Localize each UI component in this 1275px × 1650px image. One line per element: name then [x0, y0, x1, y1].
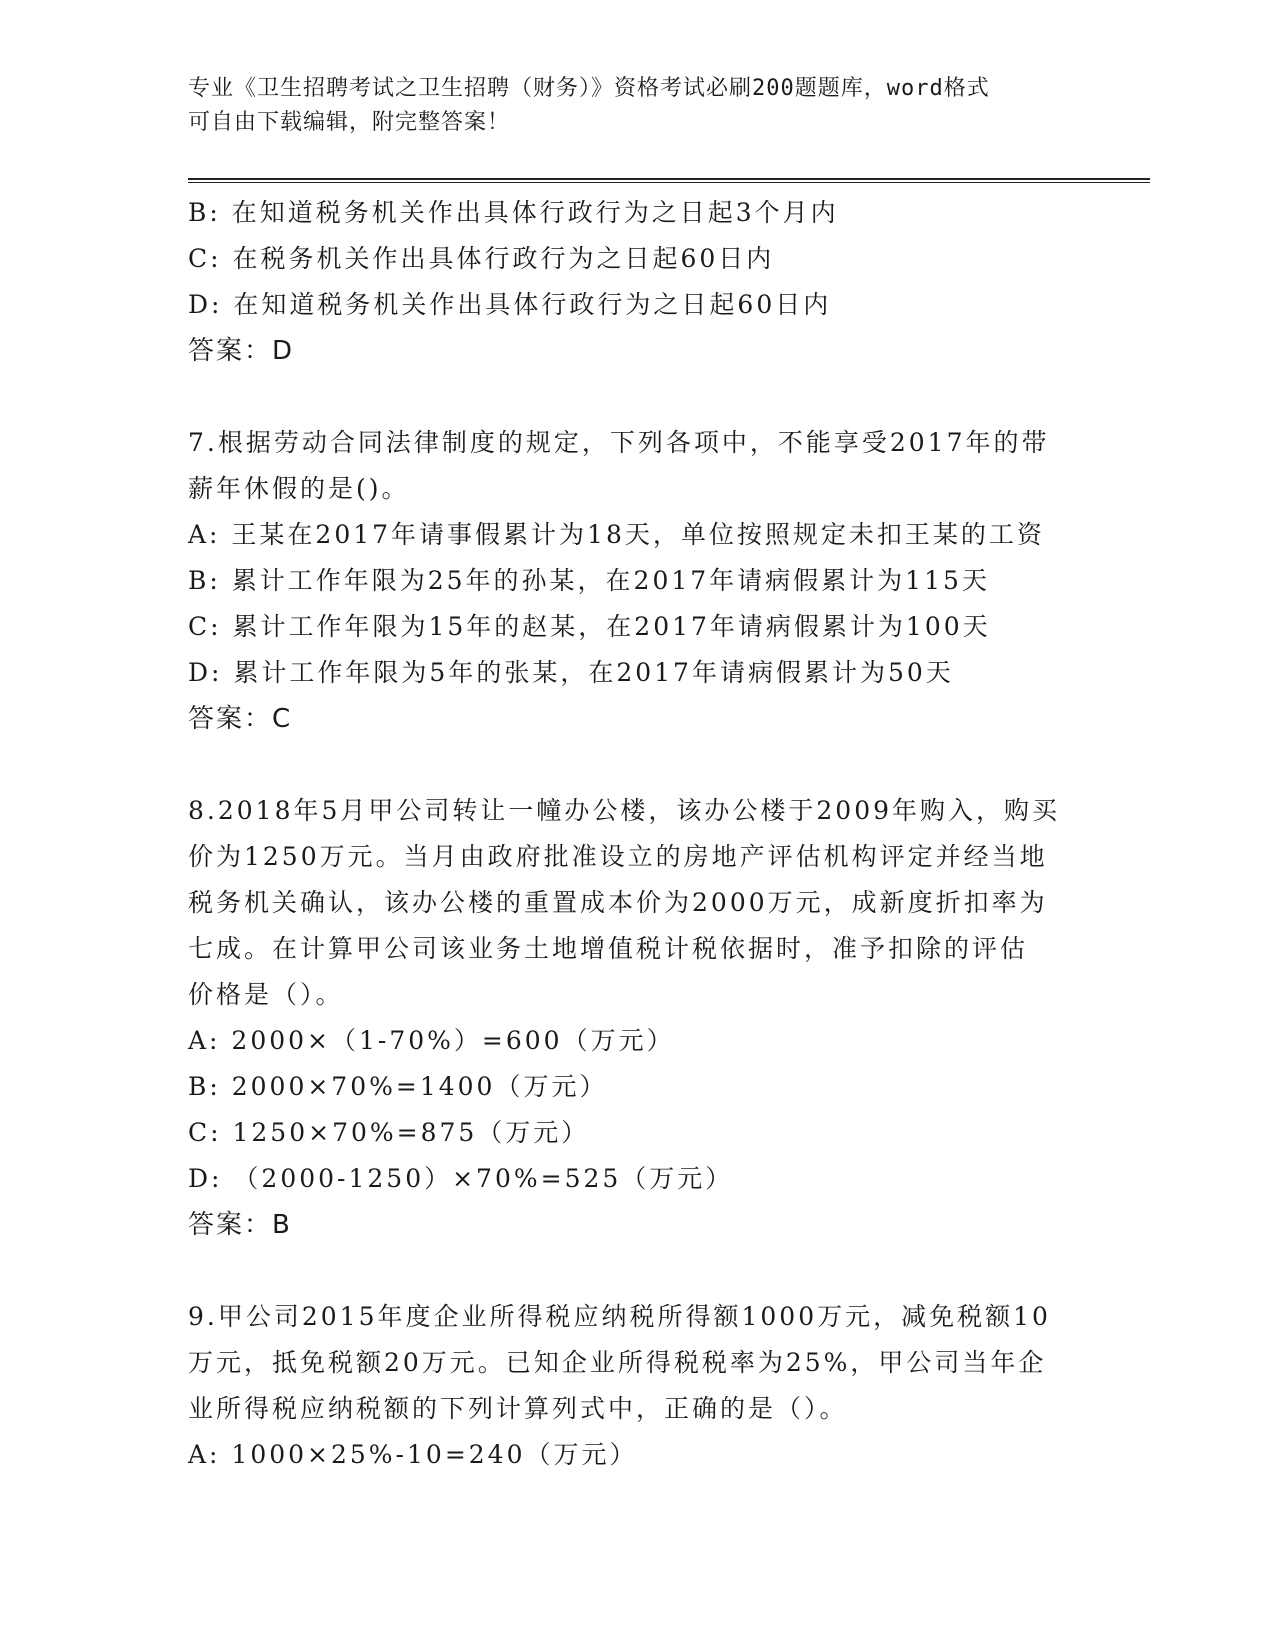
q8-option-c: C: 1250×70%=875（万元）: [188, 1118, 590, 1147]
document-header: [188, 72, 1068, 140]
q6-option-c: C: 在税务机关作出具体行政行为之日起60日内: [188, 244, 775, 273]
q8-stem-line-2: 价为1250万元。当月由政府批准设立的房地产评估机构评定并经当地: [188, 842, 1048, 871]
q6-option-b: B: 在知道税务机关作出具体行政行为之日起3个月内: [188, 198, 839, 227]
q7-option-b: B: 累计工作年限为25年的孙某，在2017年请病假累计为115天: [188, 566, 990, 595]
q9-stem-line-1: 9.甲公司2015年度企业所得税应纳税所得额1000万元，减免税额10: [188, 1302, 1051, 1331]
question-7: [188, 420, 1088, 742]
q8-stem-line-3: 税务机关确认，该办公楼的重置成本价为2000万元，成新度折扣率为: [188, 888, 1048, 917]
question-8: [188, 788, 1088, 1248]
q8-option-d: D: （2000-1250）×70%=525（万元）: [188, 1164, 734, 1193]
q8-answer: 答案：B: [188, 1210, 292, 1240]
spacer: [188, 742, 1088, 788]
q8-option-a: A: 2000×（1-70%）=600（万元）: [188, 1026, 675, 1055]
q7-option-a: A: 王某在2017年请事假累计为18天，单位按照规定未扣王某的工资: [188, 520, 1045, 549]
header-title-line-1: 专业《卫生招聘考试之卫生招聘（财务）》资格考试必刷200题题库，word格式: [188, 76, 990, 101]
q9-option-a: A: 1000×25%-10=240（万元）: [188, 1440, 638, 1469]
spacer: [188, 1248, 1088, 1294]
q6-option-d: D: 在知道税务机关作出具体行政行为之日起60日内: [188, 290, 832, 319]
header-divider-thin: [188, 182, 1150, 183]
q7-option-c: C: 累计工作年限为15年的赵某，在2017年请病假累计为100天: [188, 612, 991, 641]
q7-stem-line-1: 7.根据劳动合同法律制度的规定，下列各项中，不能享受2017年的带: [188, 428, 1050, 457]
q8-stem-line-1: 8.2018年5月甲公司转让一幢办公楼，该办公楼于2009年购入，购买: [188, 796, 1061, 825]
header-divider-thick: [188, 178, 1150, 180]
question-content: [188, 190, 1088, 1478]
question-9: [188, 1294, 1088, 1478]
q7-option-d: D: 累计工作年限为5年的张某，在2017年请病假累计为50天: [188, 658, 954, 687]
q6-answer: 答案：D: [188, 336, 295, 366]
q8-stem-line-4: 七成。在计算甲公司该业务土地增值税计税依据时，准予扣除的评估: [188, 934, 1029, 963]
q9-stem-line-2: 万元，抵免税额20万元。已知企业所得税税率为25%，甲公司当年企: [188, 1348, 1047, 1377]
q8-stem-line-5: 价格是（）。: [188, 980, 344, 1009]
q7-answer: 答案：C: [188, 704, 293, 734]
header-title-line-2: 可自由下载编辑，附完整答案！: [188, 110, 511, 135]
spacer: [188, 374, 1088, 420]
q8-option-b: B: 2000×70%=1400（万元）: [188, 1072, 608, 1101]
question-6: [188, 190, 1088, 374]
q9-stem-line-3: 业所得税应纳税额的下列计算列式中，正确的是（）。: [188, 1394, 848, 1423]
q7-stem-line-2: 薪年休假的是()。: [188, 474, 410, 503]
